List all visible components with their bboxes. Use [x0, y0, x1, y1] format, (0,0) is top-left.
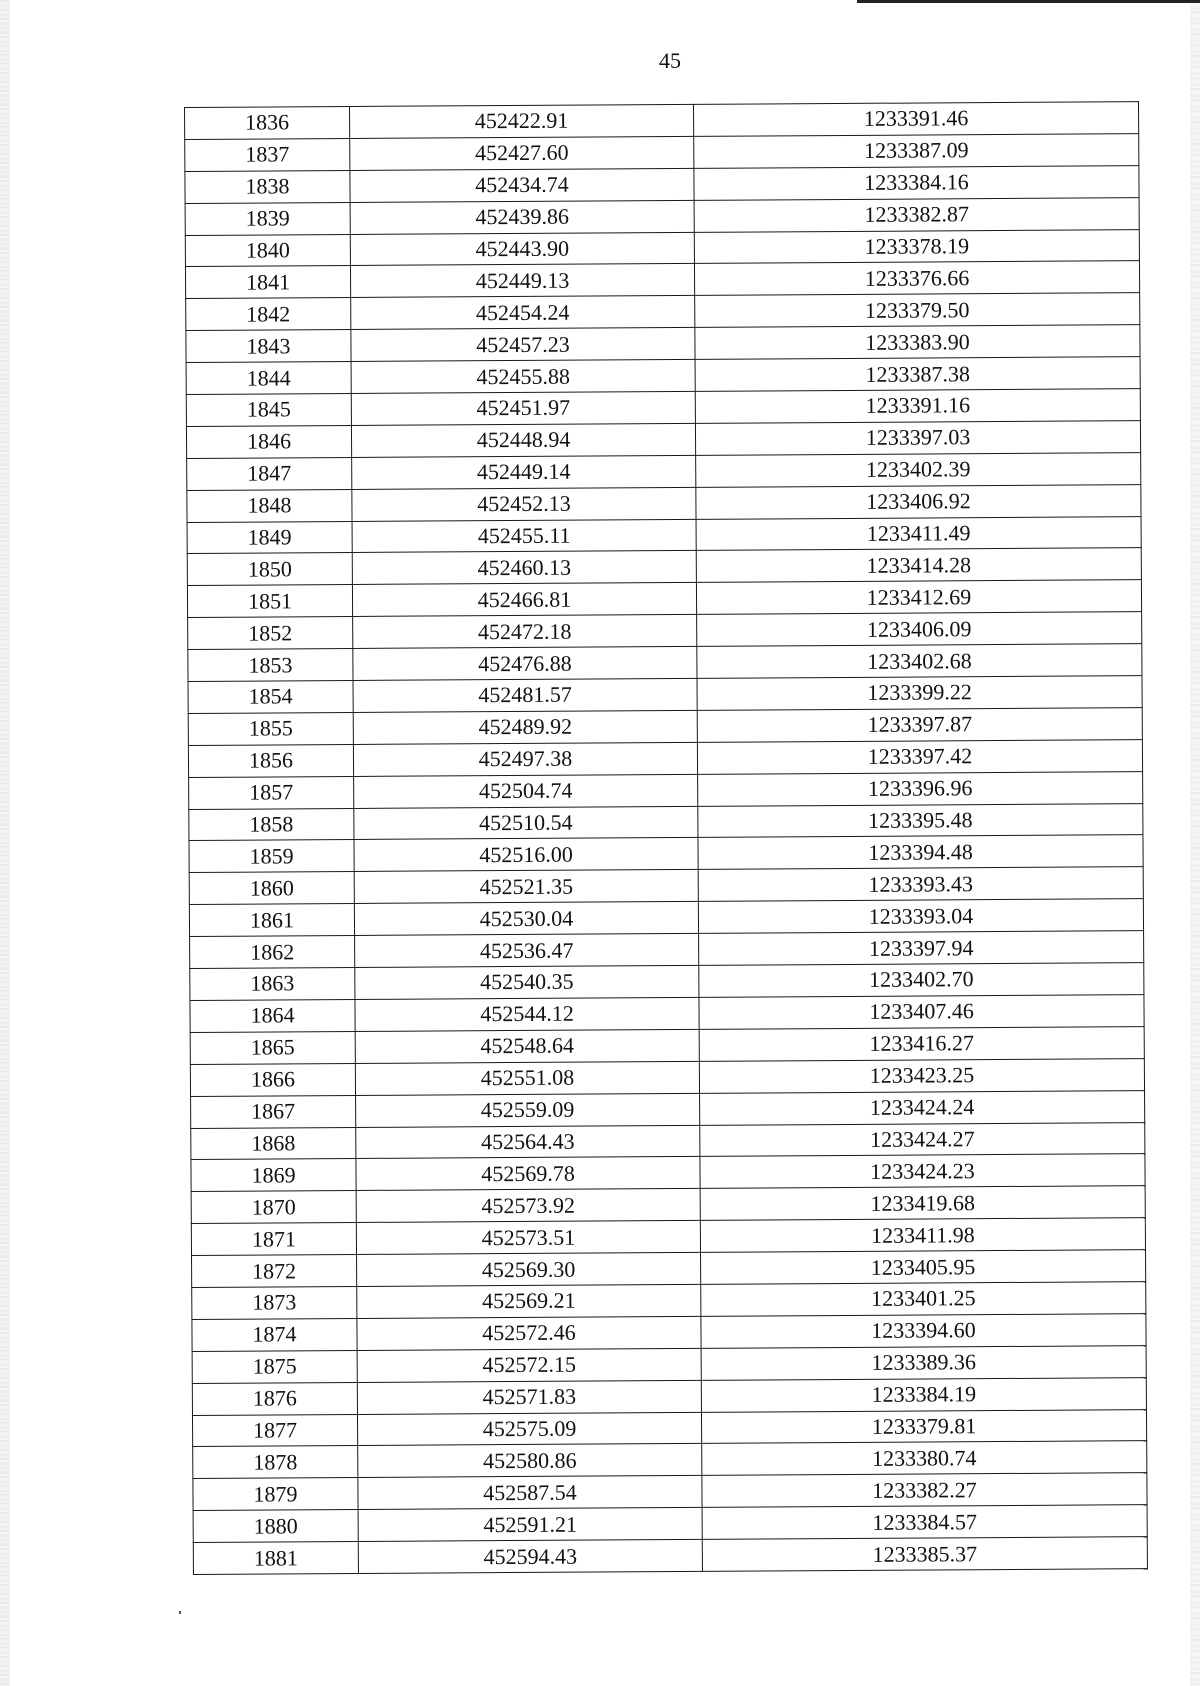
point-number-cell: 1874	[192, 1318, 357, 1351]
point-number-cell: 1858	[189, 808, 354, 841]
x-coordinate-cell: 452573.92	[356, 1189, 700, 1223]
x-coordinate-cell: 452569.30	[357, 1252, 701, 1286]
point-number-cell: 1873	[192, 1286, 357, 1319]
y-coordinate-cell: 1233401.25	[701, 1282, 1146, 1317]
x-coordinate-cell: 452448.94	[351, 423, 695, 457]
x-coordinate-cell: 452573.51	[356, 1221, 700, 1255]
x-coordinate-cell: 452455.11	[352, 519, 696, 553]
scan-edge-left	[0, 0, 10, 1686]
coordinate-table-body	[185, 102, 1148, 1575]
x-coordinate-cell: 452530.04	[354, 902, 698, 936]
x-coordinate-cell: 452422.91	[349, 104, 693, 138]
y-coordinate-cell: 1233406.92	[696, 484, 1141, 519]
x-coordinate-cell: 452536.47	[355, 934, 699, 968]
scan-mark	[179, 1611, 181, 1614]
x-coordinate-cell: 452451.97	[351, 391, 695, 425]
scan-edge-right	[1190, 0, 1200, 1686]
x-coordinate-cell: 452580.86	[358, 1444, 702, 1478]
y-coordinate-cell: 1233379.81	[701, 1409, 1146, 1444]
y-coordinate-cell: 1233397.42	[697, 739, 1142, 774]
point-number-cell: 1848	[187, 489, 352, 522]
point-number-cell: 1852	[188, 617, 353, 650]
y-coordinate-cell: 1233397.03	[695, 421, 1140, 456]
y-coordinate-cell: 1233379.50	[695, 293, 1140, 328]
y-coordinate-cell: 1233402.39	[696, 452, 1141, 487]
y-coordinate-cell: 1233424.23	[700, 1154, 1145, 1189]
point-number-cell: 1855	[188, 712, 353, 745]
point-number-cell: 1861	[189, 904, 354, 937]
point-number-cell: 1851	[187, 585, 352, 618]
y-coordinate-cell: 1233384.57	[702, 1505, 1147, 1540]
x-coordinate-cell: 452452.13	[352, 487, 696, 521]
x-coordinate-cell: 452559.09	[356, 1093, 700, 1127]
point-number-cell: 1867	[191, 1095, 356, 1128]
y-coordinate-cell: 1233411.49	[696, 516, 1141, 551]
x-coordinate-cell: 452443.90	[350, 232, 694, 266]
y-coordinate-cell: 1233412.69	[696, 580, 1141, 615]
y-coordinate-cell: 1233396.96	[698, 771, 1143, 806]
point-number-cell: 1857	[189, 776, 354, 809]
point-number-cell: 1881	[193, 1542, 358, 1575]
y-coordinate-cell: 1233382.87	[694, 197, 1139, 232]
y-coordinate-cell: 1233387.09	[694, 134, 1139, 169]
y-coordinate-cell: 1233424.27	[700, 1122, 1145, 1157]
y-coordinate-cell: 1233385.37	[702, 1537, 1147, 1572]
x-coordinate-cell: 452521.35	[354, 870, 698, 904]
x-coordinate-cell: 452575.09	[357, 1412, 701, 1446]
point-number-cell: 1853	[188, 649, 353, 682]
x-coordinate-cell: 452427.60	[350, 136, 694, 170]
x-coordinate-cell: 452544.12	[355, 997, 699, 1031]
x-coordinate-cell: 452587.54	[358, 1476, 702, 1510]
point-number-cell: 1860	[189, 872, 354, 905]
y-coordinate-cell: 1233407.46	[699, 995, 1144, 1030]
point-number-cell: 1845	[186, 393, 351, 426]
coordinate-table	[184, 101, 1148, 1575]
x-coordinate-cell: 452460.13	[352, 551, 696, 585]
point-number-cell: 1865	[190, 1031, 355, 1064]
point-number-cell: 1869	[191, 1159, 356, 1192]
point-number-cell: 1844	[186, 362, 351, 395]
x-coordinate-cell: 452497.38	[353, 742, 697, 776]
x-coordinate-cell: 452481.57	[353, 678, 697, 712]
point-number-cell: 1837	[185, 138, 350, 171]
point-number-cell: 1841	[185, 266, 350, 299]
y-coordinate-cell: 1233380.74	[702, 1441, 1147, 1476]
table-row	[193, 1537, 1147, 1575]
x-coordinate-cell: 452548.64	[355, 1029, 699, 1063]
x-coordinate-cell: 452564.43	[356, 1125, 700, 1159]
x-coordinate-cell: 452572.46	[357, 1316, 701, 1350]
page-number: 45	[659, 48, 681, 73]
y-coordinate-cell: 1233411.98	[700, 1218, 1145, 1253]
y-coordinate-cell: 1233387.38	[695, 357, 1140, 392]
point-number-cell: 1868	[191, 1127, 356, 1160]
y-coordinate-cell: 1233419.68	[700, 1186, 1145, 1221]
y-coordinate-cell: 1233378.19	[694, 229, 1139, 264]
point-number-cell: 1842	[186, 298, 351, 331]
x-coordinate-cell: 452454.24	[351, 296, 695, 330]
x-coordinate-cell: 452572.15	[357, 1348, 701, 1382]
point-number-cell: 1836	[185, 106, 350, 139]
y-coordinate-cell: 1233394.60	[701, 1313, 1146, 1348]
y-coordinate-cell: 1233376.66	[694, 261, 1139, 296]
x-coordinate-cell: 452449.14	[352, 455, 696, 489]
point-number-cell: 1880	[193, 1510, 358, 1543]
x-coordinate-cell: 452591.21	[358, 1508, 702, 1542]
x-coordinate-cell: 452540.35	[355, 965, 699, 999]
coordinate-table-container	[184, 101, 1148, 1575]
y-coordinate-cell: 1233393.04	[698, 899, 1143, 934]
x-coordinate-cell: 452504.74	[354, 774, 698, 808]
point-number-cell: 1864	[190, 999, 355, 1032]
point-number-cell: 1838	[185, 170, 350, 203]
x-coordinate-cell: 452449.13	[350, 264, 694, 298]
y-coordinate-cell: 1233406.09	[697, 612, 1142, 647]
x-coordinate-cell: 452455.88	[351, 360, 695, 394]
y-coordinate-cell: 1233395.48	[698, 803, 1143, 838]
x-coordinate-cell: 452571.83	[357, 1380, 701, 1414]
x-coordinate-cell: 452489.92	[353, 710, 697, 744]
y-coordinate-cell: 1233389.36	[701, 1345, 1146, 1380]
y-coordinate-cell: 1233384.16	[694, 165, 1139, 200]
y-coordinate-cell: 1233397.87	[697, 708, 1142, 743]
x-coordinate-cell: 452516.00	[354, 838, 698, 872]
x-coordinate-cell: 452569.78	[356, 1157, 700, 1191]
point-number-cell: 1856	[188, 744, 353, 777]
point-number-cell: 1846	[186, 425, 351, 458]
point-number-cell: 1859	[189, 840, 354, 873]
point-number-cell: 1876	[192, 1382, 357, 1415]
y-coordinate-cell: 1233382.27	[702, 1473, 1147, 1508]
x-coordinate-cell: 452510.54	[354, 806, 698, 840]
point-number-cell: 1875	[192, 1350, 357, 1383]
y-coordinate-cell: 1233383.90	[695, 325, 1140, 360]
point-number-cell: 1854	[188, 681, 353, 714]
y-coordinate-cell: 1233414.28	[696, 548, 1141, 583]
point-number-cell: 1839	[185, 202, 350, 235]
point-number-cell: 1862	[190, 936, 355, 969]
y-coordinate-cell: 1233391.16	[695, 389, 1140, 424]
x-coordinate-cell: 452472.18	[353, 615, 697, 649]
y-coordinate-cell: 1233394.48	[698, 835, 1143, 870]
y-coordinate-cell: 1233402.70	[699, 963, 1144, 998]
y-coordinate-cell: 1233405.95	[701, 1250, 1146, 1285]
point-number-cell: 1849	[187, 521, 352, 554]
y-coordinate-cell: 1233393.43	[698, 867, 1143, 902]
x-coordinate-cell: 452466.81	[352, 583, 696, 617]
y-coordinate-cell: 1233399.22	[697, 676, 1142, 711]
point-number-cell: 1872	[192, 1255, 357, 1288]
point-number-cell: 1877	[192, 1414, 357, 1447]
y-coordinate-cell: 1233391.46	[693, 102, 1138, 137]
point-number-cell: 1863	[190, 968, 355, 1001]
x-coordinate-cell: 452569.21	[357, 1284, 701, 1318]
y-coordinate-cell: 1233416.27	[699, 1026, 1144, 1061]
top-rule-line	[857, 0, 1200, 3]
point-number-cell: 1840	[185, 234, 350, 267]
y-coordinate-cell: 1233384.19	[701, 1377, 1146, 1412]
y-coordinate-cell: 1233424.24	[700, 1090, 1145, 1125]
x-coordinate-cell: 452594.43	[358, 1539, 702, 1573]
x-coordinate-cell: 452434.74	[350, 168, 694, 202]
x-coordinate-cell: 452439.86	[350, 200, 694, 234]
point-number-cell: 1866	[190, 1063, 355, 1096]
x-coordinate-cell: 452476.88	[353, 647, 697, 681]
x-coordinate-cell: 452457.23	[351, 328, 695, 362]
point-number-cell: 1847	[187, 457, 352, 490]
point-number-cell: 1850	[187, 553, 352, 586]
x-coordinate-cell: 452551.08	[355, 1061, 699, 1095]
y-coordinate-cell: 1233402.68	[697, 644, 1142, 679]
y-coordinate-cell: 1233423.25	[699, 1058, 1144, 1093]
point-number-cell: 1871	[191, 1223, 356, 1256]
point-number-cell: 1843	[186, 330, 351, 363]
point-number-cell: 1870	[191, 1191, 356, 1224]
point-number-cell: 1878	[193, 1446, 358, 1479]
point-number-cell: 1879	[193, 1478, 358, 1511]
y-coordinate-cell: 1233397.94	[699, 931, 1144, 966]
